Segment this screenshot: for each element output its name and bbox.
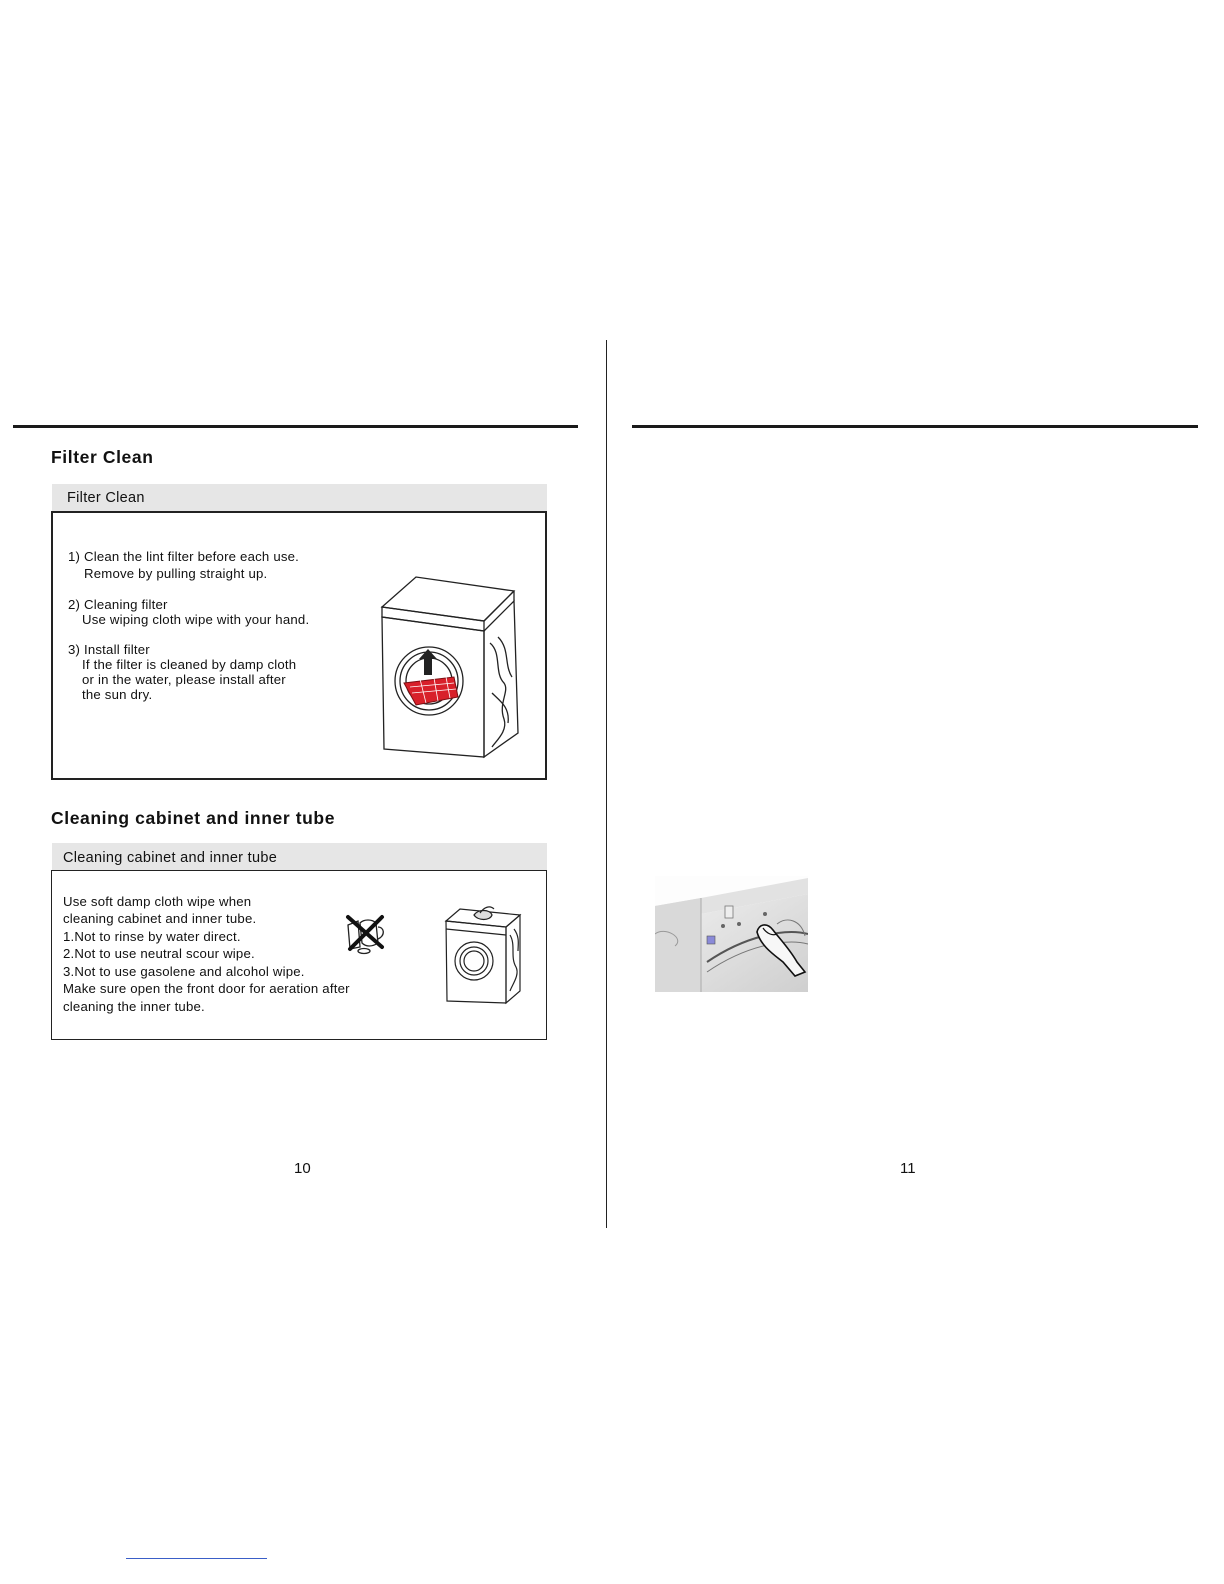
cabinet-line-6: Make sure open the front door for aeration after bbox=[63, 981, 350, 996]
filter-clean-panel bbox=[51, 511, 547, 780]
page-divider bbox=[606, 340, 607, 1228]
cabinet-line-3: 1.Not to rinse by water direct. bbox=[63, 929, 241, 944]
filter-step-3-line-3: the sun dry. bbox=[82, 687, 153, 702]
cabinet-clean-band-title: Cleaning cabinet and inner tube bbox=[63, 850, 278, 866]
filter-clean-heading: Filter Clean bbox=[51, 447, 154, 467]
no-water-icon bbox=[342, 913, 390, 955]
cabinet-clean-band bbox=[52, 843, 547, 871]
cabinet-line-4: 2.Not to use neutral scour wipe. bbox=[63, 946, 255, 961]
filter-step-3-title: 3) Install filter bbox=[68, 642, 150, 657]
page-number-left: 10 bbox=[294, 1160, 311, 1177]
cabinet-line-5: 3.Not to use gasolene and alcohol wipe. bbox=[63, 964, 305, 979]
right-page-top-rule bbox=[632, 425, 1198, 428]
filter-clean-band-title: Filter Clean bbox=[67, 490, 145, 506]
dryer-wipe-icon bbox=[444, 905, 524, 1009]
filter-step-3-line-1: If the filter is cleaned by damp cloth bbox=[82, 657, 297, 672]
cabinet-clean-heading: Cleaning cabinet and inner tube bbox=[51, 808, 336, 828]
footer-link-underline bbox=[126, 1558, 267, 1559]
filter-step-1-title: 1) Clean the lint filter before each use. bbox=[68, 549, 300, 564]
filter-step-2-line-1: Use wiping cloth wipe with your hand. bbox=[82, 612, 310, 627]
filter-step-3-line-2: or in the water, please install after bbox=[82, 672, 286, 687]
cabinet-clean-panel bbox=[51, 870, 547, 1040]
dryer-filter-icon bbox=[376, 573, 524, 763]
cabinet-line-2: cleaning cabinet and inner tube. bbox=[63, 911, 257, 926]
page-number-right: 11 bbox=[900, 1160, 916, 1177]
left-page-top-rule bbox=[13, 425, 578, 428]
filter-clean-band bbox=[52, 484, 547, 512]
cabinet-line-1: Use soft damp cloth wipe when bbox=[63, 894, 252, 909]
hand-panel-icon bbox=[655, 876, 808, 992]
filter-step-1-line-1: Remove by pulling straight up. bbox=[84, 566, 268, 581]
cabinet-line-7: cleaning the inner tube. bbox=[63, 999, 205, 1014]
filter-step-2-title: 2) Cleaning filter bbox=[68, 597, 168, 612]
